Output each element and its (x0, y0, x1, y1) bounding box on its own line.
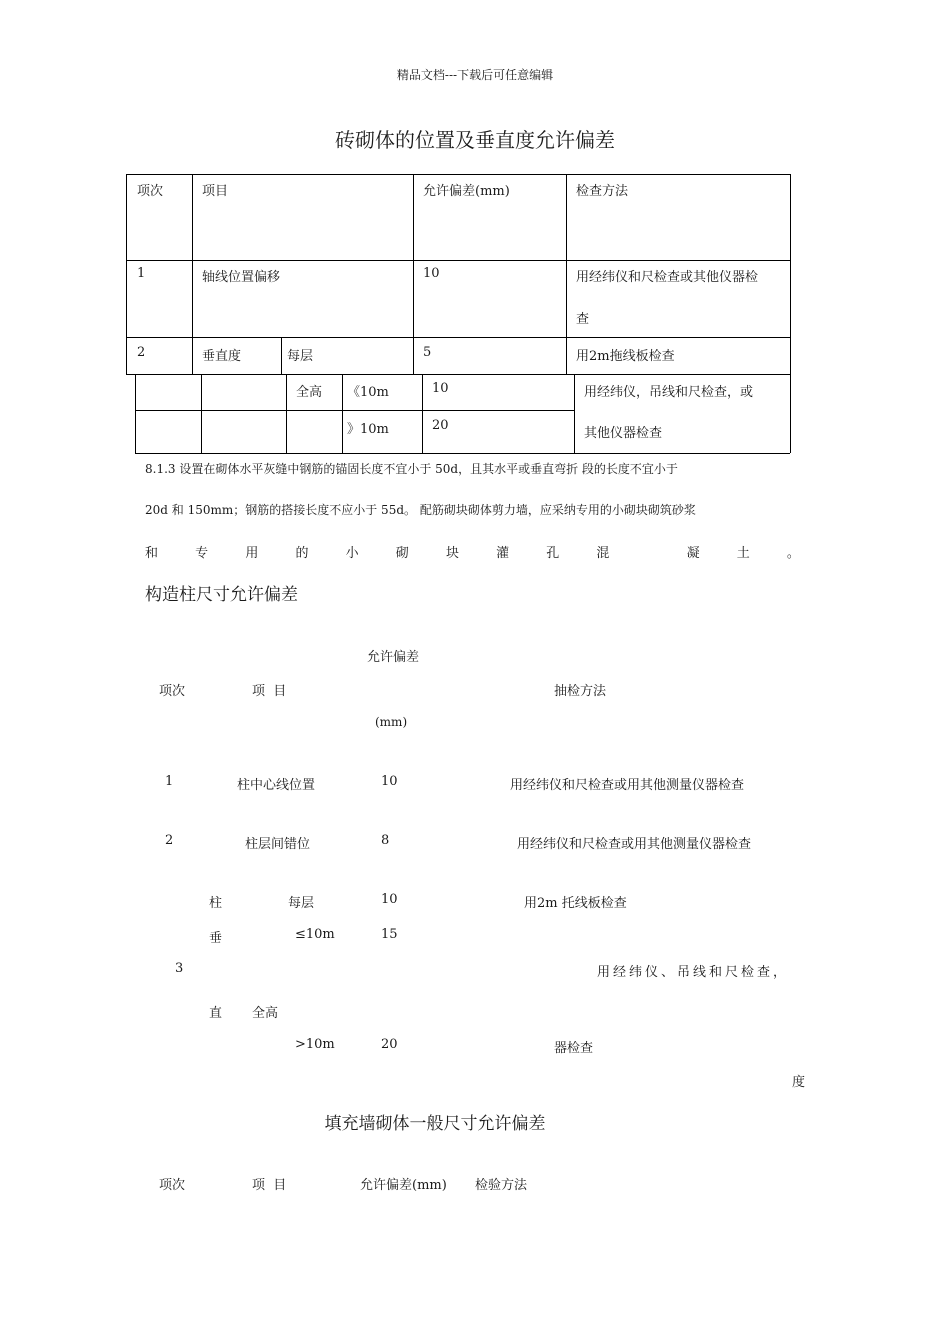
s2-row3-tol3: 20 (381, 1037, 398, 1052)
paragraph-line-3: 和 专 用 的 小 砌 块 灌 孔 混 凝 土 。 (145, 546, 800, 561)
t1-row1-no: 1 (137, 266, 146, 281)
s3-header-tol: 允许偏差(mm) (360, 1178, 447, 1193)
t1-row1-method-2: 查 (576, 312, 590, 327)
t1-header-item: 项目 (202, 184, 229, 199)
s2-row3-method1: 用2m 托线板检查 (524, 896, 627, 911)
s2-row2-no: 2 (165, 833, 174, 848)
s2-row3-item-char-2: 垂 (209, 931, 223, 946)
s2-header-tol-unit: (mm) (375, 715, 408, 729)
t1-row3-tol2: 20 (432, 418, 449, 433)
s2-row3-tol1: 10 (381, 892, 398, 907)
paragraph-line-2: 20d 和 150mm；钢筋的搭接长度不应小于 55d。 配筋砌块砌体剪力墙，应采纳专用的小砌块砌筑砂浆 (145, 503, 696, 517)
section2-title: 构造柱尺寸允许偏差 (145, 585, 298, 605)
s2-row3-item-char-1: 柱 (209, 896, 223, 911)
t1-row2-tol: 5 (423, 345, 432, 360)
s2-header-item: 项 目 (252, 684, 287, 699)
s2-header-no: 项次 (159, 684, 186, 699)
section1-title: 砖砌体的位置及垂直度允许偏差 (335, 128, 615, 152)
s2-row3-item-char-4: 度 (792, 1075, 806, 1090)
s2-row2-method: 用经纬仪和尺检查或用其他测量仪器检查 (517, 837, 752, 852)
s2-row1-no: 1 (165, 774, 174, 789)
s3-header-method: 检验方法 (475, 1178, 528, 1193)
s2-row1-tol: 10 (381, 774, 398, 789)
s2-row2-item: 柱层间错位 (245, 837, 311, 852)
page-header: 精品文档---下载后可任意编辑 (396, 68, 554, 82)
paragraph-line-1: 8.1.3 设置在砌体水平灰缝中钢筋的锚固长度不宜小于 50d，且其水平或垂直弯折 段的长度不宜小于 (145, 462, 678, 476)
s2-row1-method: 用经纬仪和尺检查或用其他测量仪器检查 (510, 778, 745, 793)
s2-row3-cond3: >10m (295, 1037, 335, 1052)
t1-row3-tol1: 10 (432, 381, 449, 396)
t1-row2-method: 用2m拖线板检查 (576, 349, 675, 364)
t1-row3-cond1: 《10m (347, 385, 389, 400)
t1-header-method: 检查方法 (576, 184, 629, 199)
t1-row2-sub: 每层 (287, 349, 314, 364)
s2-row3-item-char-3: 直 (209, 1006, 223, 1021)
t1-row1-method-1: 用经纬仪和尺检查或其他仪器检 (576, 270, 759, 285)
s2-row3-cond2: ≤10m (295, 927, 335, 942)
s2-row3-sub2: 全高 (252, 1006, 279, 1021)
s2-row2-tol: 8 (381, 833, 390, 848)
section3-title: 填充墙砌体一般尺寸允许偏差 (324, 1114, 546, 1134)
s2-header-method: 抽检方法 (554, 684, 607, 699)
t1-row3-sub: 全高 (296, 385, 323, 400)
s2-row3-method2-line1: 用经纬仪、吊线和尺检查， (597, 965, 790, 980)
s2-row3-method2-line2: 器检查 (554, 1041, 594, 1056)
s2-row3-sub1: 每层 (288, 896, 315, 911)
t1-row3-cond2: 》10m (347, 422, 389, 437)
s2-row3-tol2: 15 (381, 927, 398, 942)
t1-row3-method-2: 其他仪器检查 (584, 426, 663, 441)
t1-row1-item: 轴线位置偏移 (202, 270, 281, 285)
t1-row3-method-1: 用经纬仪，吊线和尺检查，或 (584, 385, 754, 400)
s2-row1-item: 柱中心线位置 (237, 778, 316, 793)
t1-header-no: 项次 (137, 184, 164, 199)
t1-row1-tol: 10 (423, 266, 440, 281)
s2-header-tol-top: 允许偏差 (367, 650, 420, 665)
s3-header-no: 项次 (159, 1178, 186, 1193)
s3-header-item: 项 目 (252, 1178, 287, 1193)
t1-row2-item: 垂直度 (202, 349, 242, 364)
t1-header-tol: 允许偏差(mm) (423, 184, 510, 199)
t1-row2-no: 2 (137, 345, 146, 360)
s2-row3-no: 3 (175, 961, 184, 976)
